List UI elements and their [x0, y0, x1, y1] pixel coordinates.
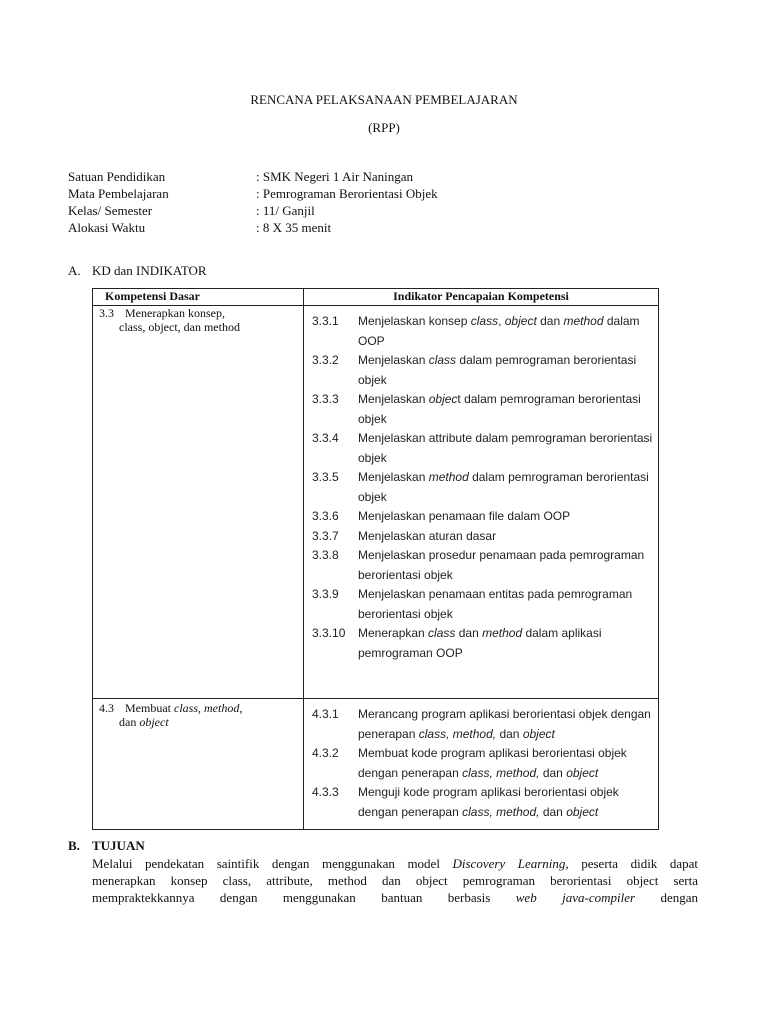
kd-cell	[93, 306, 304, 699]
kd-line: 4.3 Membuat class, method,	[99, 701, 243, 715]
document-subtitle: (RPP)	[368, 120, 400, 135]
indicator-text: Merancang program aplikasi berorientasi objek dengan penerapan class, method, dan object	[358, 707, 651, 741]
kd-cell	[93, 699, 304, 830]
kd-text: class, object, dan method	[119, 320, 240, 334]
indicator-item	[312, 527, 658, 547]
section-a-heading	[68, 263, 207, 279]
indicator-item	[312, 546, 658, 585]
kd-line: dan object	[119, 715, 169, 729]
identity-label: Alokasi Waktu	[68, 220, 146, 235]
paragraph-line: menerapkan konsep class, attribute, method dan object pemrograman berorientasi object serta	[92, 873, 698, 888]
kd-indikator-table	[92, 288, 659, 830]
indicator-item	[312, 351, 658, 390]
indicator-item	[312, 705, 658, 744]
column-header-kd: Kompetensi Dasar	[93, 289, 304, 306]
indicator-number: 3.3.6	[312, 509, 339, 523]
indicator-text: Menjelaskan penamaan file dalam OOP	[358, 509, 571, 523]
identity-value: : SMK Negeri 1 Air Naningan	[256, 169, 414, 184]
indicator-text: Menjelaskan class dalam pemrograman berorientasi objek	[358, 353, 637, 387]
section-letter: B.	[68, 838, 80, 853]
identity-row	[68, 168, 438, 185]
paragraph-line: mempraktekkannya dengan menggunakan bantuan berbasis web java-compiler dengan	[92, 890, 698, 905]
identity-row	[68, 219, 438, 236]
indicator-number: 3.3.5	[312, 470, 339, 484]
identity-label: Mata Pembelajaran	[68, 186, 169, 201]
indicator-number: 4.3.3	[312, 785, 339, 799]
indicator-text: Menjelaskan prosedur penamaan pada pemrograman berorientasi objek	[358, 548, 645, 582]
indicator-text: Menjelaskan aturan dasar	[358, 528, 497, 543]
indicator-item	[312, 507, 658, 527]
paragraph-line: Melalui pendekatan saintifik dengan menggunakan model Discovery Learning, peserta didik dapat	[92, 856, 699, 871]
indicator-number: 3.3.1	[312, 314, 339, 328]
section-title: KD dan INDIKATOR	[92, 263, 207, 278]
document-title: RENCANA PELAKSANAAN PEMBELAJARAN	[250, 92, 518, 107]
identity-value: : 11/ Ganjil	[256, 203, 315, 218]
kd-text: Menerapkan konsep,	[125, 306, 225, 320]
identity-label: Satuan Pendidikan	[68, 169, 166, 184]
indicator-item	[312, 312, 658, 351]
indicator-text: Menjelaskan method dalam pemrograman berorientasi objek	[358, 470, 649, 504]
indicator-text: Membuat kode program aplikasi berorientasi objek dengan penerapan class, method, dan object	[358, 746, 627, 780]
kd-number: 3.3	[99, 306, 114, 320]
indicator-item	[312, 429, 658, 468]
tujuan-paragraph	[92, 855, 698, 906]
identity-row	[68, 185, 438, 202]
kd-number: 4.3	[99, 701, 114, 715]
indicator-item	[312, 468, 658, 507]
identity-value: : Pemrograman Berorientasi Objek	[256, 186, 438, 201]
indicator-number: 3.3.3	[312, 392, 339, 406]
identity-value: : 8 X 35 menit	[256, 220, 332, 235]
table-header-row	[93, 289, 659, 306]
indicator-text: Menjelaskan object dalam pemrograman berorientasi objek	[358, 392, 641, 426]
column-header-indikator: Indikator Pencapaian Kompetensi	[304, 289, 659, 306]
indicator-number: 3.3.9	[312, 587, 339, 601]
indicator-item	[312, 744, 658, 783]
kd-line	[99, 306, 303, 320]
indicator-item	[312, 585, 658, 624]
indicator-item	[312, 624, 658, 663]
indicator-text: Menerapkan class dan method dalam aplikasi pemrograman OOP	[358, 626, 602, 660]
indicator-number: 3.3.2	[312, 353, 339, 367]
indicator-number: 3.3.7	[312, 528, 339, 543]
indikator-cell	[304, 699, 659, 830]
indicator-text: Menjelaskan penamaan entitas pada pemrograman berorientasi objek	[358, 587, 633, 621]
indicator-number: 4.3.2	[312, 746, 339, 760]
indicator-number: 4.3.1	[312, 707, 339, 721]
indicator-number: 3.3.8	[312, 548, 339, 562]
section-letter: A.	[68, 263, 81, 278]
indicator-text: Menguji kode program aplikasi berorientasi objek dengan penerapan class, method, dan object	[358, 785, 619, 819]
identity-block	[68, 168, 438, 236]
identity-row	[68, 202, 438, 219]
indicator-number: 3.3.10	[312, 626, 346, 640]
section-b-heading	[68, 838, 145, 854]
indicator-item	[312, 783, 658, 822]
table-row	[93, 306, 659, 699]
indicator-number: 3.3.4	[312, 431, 339, 445]
identity-label: Kelas/ Semester	[68, 203, 153, 218]
indicator-text: Menjelaskan attribute dalam pemrograman berorientasi objek	[358, 431, 653, 465]
table-row	[93, 699, 659, 830]
indicator-text: Menjelaskan konsep class, object dan method dalam OOP	[358, 314, 640, 348]
indikator-cell	[304, 306, 659, 699]
indicator-item	[312, 390, 658, 429]
section-title: TUJUAN	[92, 838, 145, 853]
